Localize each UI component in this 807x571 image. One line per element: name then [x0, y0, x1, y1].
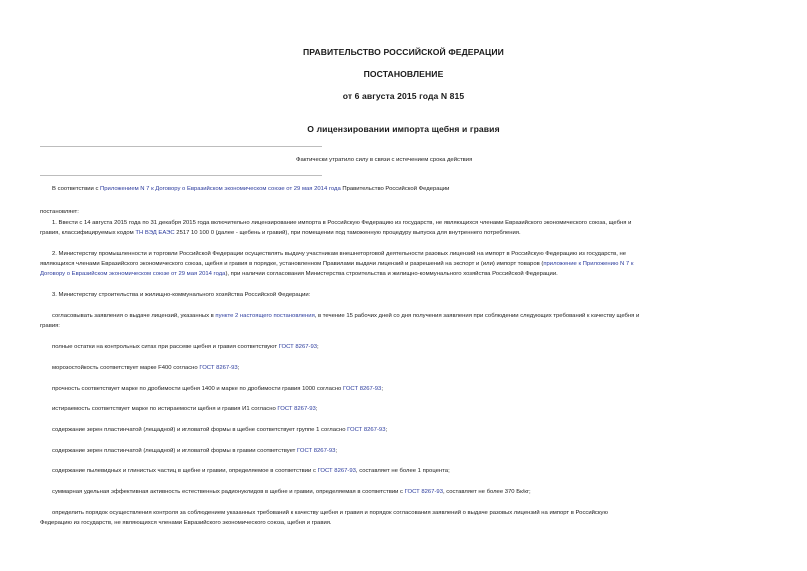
gost-link[interactable]: ГОСТ 8267-93 [347, 427, 386, 433]
p4-line1: определить порядок осуществления контроля за соблюдением указанных требований к качеству щебня и гравия и порядок согласования заявлений о выдаче разовых лицензий на импорт в Российскую [52, 510, 608, 516]
p2-line2-prefix: являющихся членами Евразийского экономического союза, щебня и гравия в порядке, установленном Правилами выдачи лицензий и разрешений на экспорт и (или) импорт товаров ( [40, 261, 544, 267]
requirement-item [52, 426, 387, 436]
p2-line1: 2. Министерству промышленности и торговли Российской Федерации осуществлять выдачу участникам внешнеторговой деятельности разовых лицензий на импорт в Российскую Федерацию из государств, не [52, 251, 627, 257]
preamble-prefix: В соответствии с [52, 186, 101, 192]
gost-link[interactable]: ГОСТ 8267-93 [317, 468, 356, 474]
requirement-text: содержание зерен пластинчатой (лещадной) и игловатой формы в гравии соответствует [52, 448, 298, 454]
p1-line2-suffix: 2517 10 100 0 (далее - щебень и гравий), при помещении под таможенную процедуру выпуска для внутреннего потребления. [174, 230, 521, 236]
p3-agree-prefix: согласовывать заявления о выдаче лицензий, указанных в [52, 313, 216, 319]
requirement-tail: ; [237, 365, 240, 371]
requirement-tail: ; [315, 406, 318, 412]
requirement-item [52, 488, 531, 498]
preamble-suffix: Правительство Российской Федерации [340, 186, 450, 192]
requirement-item [52, 364, 239, 374]
annex-link-part2[interactable]: Договору о Евразийском экономическом союзе от 29 мая 2014 года [40, 271, 226, 277]
gost-link[interactable]: ГОСТ 8267-93 [278, 344, 318, 350]
p2-line2 [40, 260, 633, 270]
gost-link[interactable]: ГОСТ 8267-93 [297, 448, 336, 454]
preamble [52, 185, 449, 195]
gost-link[interactable]: ГОСТ 8267-93 [199, 365, 238, 371]
tn-ved-link[interactable]: ТН ВЭД ЕАЭС [135, 230, 175, 236]
requirement-tail: , составляет не более 1 процента; [355, 468, 450, 474]
p1-line2-prefix: гравия, классифицируемых кодом [40, 230, 136, 236]
requirement-item [52, 343, 319, 353]
resolves-text: постановляет: [40, 209, 79, 215]
p1-line1: 1. Ввести с 14 августа 2015 года по 31 декабря 2015 года включительно лицензирование импорта в Российскую Федерацию из государств, не являющихся членами Евразийского экономического союза, щебня и [52, 220, 632, 226]
p4-line2: Федерацию из государств, не являющихся членами Евразийского экономического союза, щебня и гравия. [40, 520, 332, 526]
gost-link[interactable]: ГОСТ 8267-93 [342, 386, 382, 392]
requirement-text: истираемость соответствует марке по истираемости щебня и гравия И1 согласно [52, 406, 278, 412]
p3-intro: 3. Министерству строительства и жилищно-коммунального хозяйства Российской Федерации: [52, 292, 311, 298]
requirement-text: суммарная удельная эффективная активность естественных радионуклидов в щебне и гравии, определяемая в соответствии с [52, 489, 405, 495]
requirement-tail: ; [335, 448, 338, 454]
divider-top [40, 146, 322, 147]
requirement-tail: ; [381, 386, 383, 392]
requirement-text: полные остатки на контрольных ситах при рассеве щебня и гравия соответствуют [52, 344, 279, 350]
requirement-item [52, 447, 337, 457]
p2-line3 [40, 270, 558, 280]
requirement-text: морозостойкость соответствует марке F400 согласно [52, 365, 200, 371]
requirement-text: содержание зерен пластинчатой (лещадной) и игловатой формы в щебне соответствует группе 1 согласно [52, 427, 348, 433]
annex-link-part1[interactable]: приложение к Приложению N 7 к [543, 261, 634, 267]
p3-agree-suffix: , в течение 15 рабочих дней со дня получения заявления при соблюдении следующих требований к качеству щебня и [314, 313, 640, 319]
status-note: Фактически утратило силу в связи с истечением срока действия [296, 157, 473, 163]
divider-bottom [40, 175, 322, 176]
requirement-tail: ; [317, 344, 319, 350]
preamble-link[interactable]: Приложением N 7 к Договору о Евразийском экономическом союзе от 29 мая 2014 года [100, 186, 341, 192]
date-number-heading: от 6 августа 2015 года N 815 [342, 91, 465, 101]
p3-agree-line1 [52, 312, 639, 322]
document-type-heading: ПОСТАНОВЛЕНИЕ [363, 69, 444, 79]
document-title: О лицензировании импорта щебня и гравия [307, 124, 500, 134]
requirement-item [52, 405, 317, 415]
gost-link[interactable]: ГОСТ 8267-93 [404, 489, 443, 495]
p3-agree-line2: гравия: [40, 323, 60, 329]
clause-2-link[interactable]: пункте 2 настоящего постановления [215, 313, 315, 319]
p1-line2 [40, 229, 521, 239]
requirement-text: содержание пылевидных и глинистых частиц в щебне и гравии, определяемое в соответствии с [52, 468, 318, 474]
p2-line3-suffix: ), при наличии согласования Министерства строительства и жилищно-коммунального хозяйства Российской Федерации. [225, 271, 558, 277]
requirement-tail: , составляет не более 370 Бк/кг; [442, 489, 531, 495]
requirement-text: прочность соответствует марке по дробимости щебня 1400 и марке по дробимости гравия 1000 согласно [52, 386, 343, 392]
gost-link[interactable]: ГОСТ 8267-93 [277, 406, 316, 412]
government-heading: ПРАВИТЕЛЬСТВО РОССИЙСКОЙ ФЕДЕРАЦИИ [303, 47, 504, 57]
requirement-item [52, 467, 450, 477]
requirement-item [52, 385, 383, 395]
requirement-tail: ; [385, 427, 388, 433]
